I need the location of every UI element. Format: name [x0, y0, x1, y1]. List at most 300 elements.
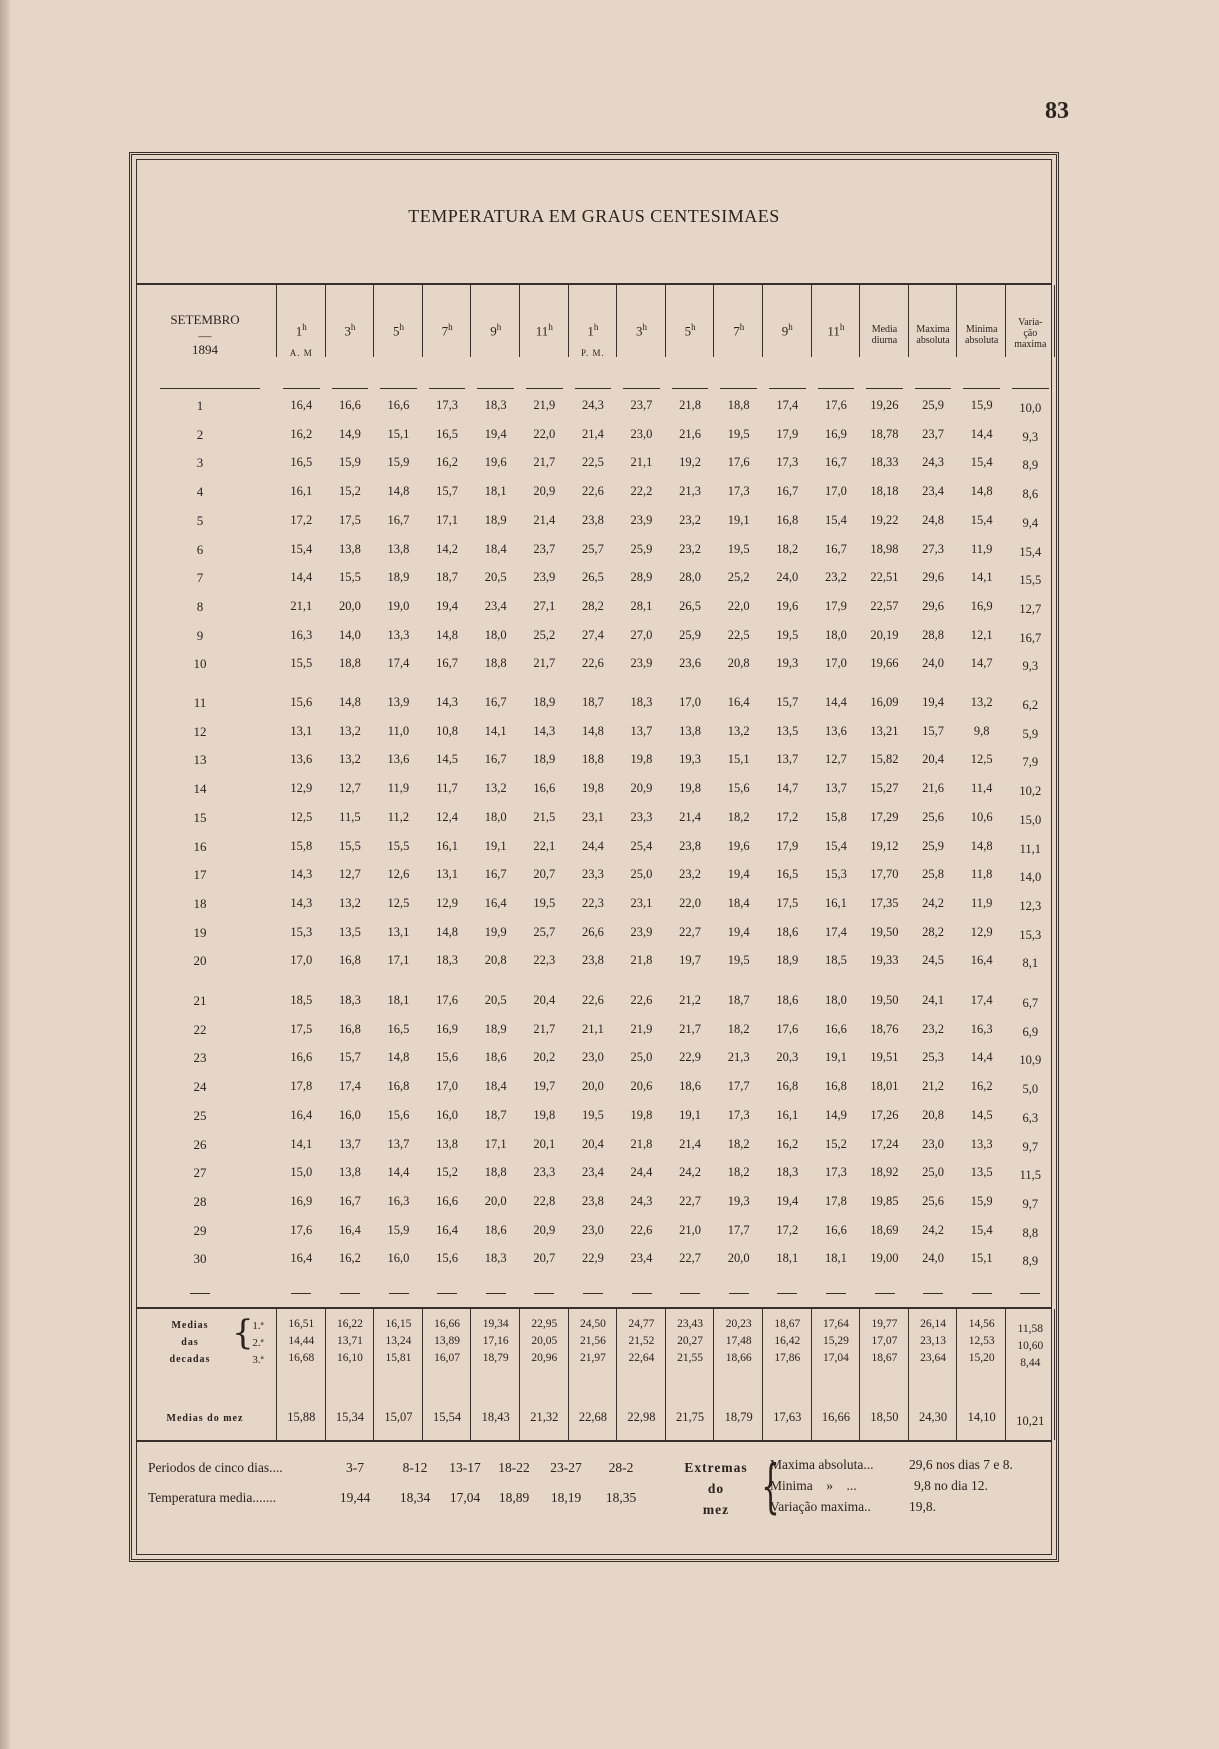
table-cell: 13,1: [436, 867, 459, 882]
table-cell: 15,4: [824, 838, 847, 853]
table-cell: 18,1: [776, 1251, 799, 1266]
table-cell: 19,4: [727, 867, 750, 882]
column-divider: [373, 285, 374, 357]
table-cell: 25,7: [533, 924, 556, 939]
hour-suffix: h: [691, 322, 696, 332]
table-cell: 18,6: [484, 1050, 507, 1065]
table-cell: 15,5: [290, 656, 313, 671]
table-cell: 23,1: [581, 809, 604, 824]
table-cell: 24,3: [630, 1193, 653, 1208]
table-cell: 19,8: [630, 1107, 653, 1122]
period-temperature: 18,34: [399, 1490, 431, 1505]
header-underline: [477, 388, 514, 389]
table-cell: 16,7: [824, 455, 847, 470]
hour-suffix: h: [496, 322, 502, 332]
table-cell: 25,9: [922, 398, 945, 412]
table-cell: 19,5: [727, 953, 750, 968]
table-cell: 21,7: [679, 1021, 702, 1036]
day-label: 20: [193, 953, 207, 969]
table-cell: 14,4: [970, 426, 993, 441]
table-cell: 22,0: [727, 598, 750, 613]
table-cell: 21,1: [290, 598, 313, 613]
table-cell: 15,9: [387, 1222, 410, 1237]
table-cell: 14,4: [970, 1050, 993, 1065]
table-cell: 23,9: [630, 924, 653, 939]
table-cell: 23,8: [581, 953, 604, 968]
table-cell: 15,9: [387, 455, 410, 470]
table-cell: 20,9: [533, 484, 556, 499]
table-cell: 16,6: [338, 398, 361, 412]
table-cell: 16,9: [970, 598, 993, 613]
table-cell: 21,3: [727, 1050, 750, 1065]
table-cell: 13,5: [776, 723, 799, 738]
month-mean-cell: 15,88: [287, 1410, 316, 1424]
table-cell: 9,4: [1022, 515, 1039, 530]
period-range: 28-2: [608, 1460, 634, 1475]
table-cell: 25,9: [630, 541, 653, 556]
table-cell: 17,3: [824, 1165, 847, 1180]
table-cell: 19,6: [776, 598, 799, 613]
table-cell: 18,6: [484, 1222, 507, 1237]
stat-header-4: Varia-: [1018, 317, 1043, 328]
decade-mean-cell: 17,07: [871, 1335, 898, 1347]
table-cell: 12,9: [970, 924, 993, 939]
table-cell: 17,0: [436, 1079, 459, 1094]
table-cell: 16,0: [436, 1107, 459, 1122]
table-cell: 27,4: [581, 627, 604, 642]
table-cell: 21,9: [533, 398, 556, 412]
table-cell: 16,1: [776, 1107, 799, 1122]
hour-suffix: h: [642, 322, 647, 332]
table-cell: 19,2: [679, 455, 702, 470]
table-cell: 18,9: [484, 512, 507, 527]
header-underline: [720, 388, 757, 389]
table-cell: 14,5: [436, 752, 459, 767]
table-cell: 17,0: [824, 656, 847, 671]
year-label: 1894: [192, 342, 218, 357]
period-range: 3-7: [346, 1460, 364, 1475]
table-cell: 24,2: [922, 1222, 945, 1237]
decade-marker: 2.ª: [252, 1337, 264, 1349]
day-label: 16: [193, 838, 207, 854]
table-cell: 17,0: [824, 484, 847, 499]
header-underline: [526, 388, 563, 389]
decade-mean-cell: 20,27: [677, 1335, 704, 1347]
table-cell: 16,8: [824, 1079, 847, 1094]
table-cell: 15,5: [387, 838, 410, 853]
table-cell: 21,0: [679, 1222, 702, 1237]
table-cell: 18,6: [776, 993, 799, 1007]
decade-brace: {: [232, 1313, 254, 1353]
table-cell: 25,6: [922, 1193, 945, 1208]
table-cell: 16,6: [824, 1021, 847, 1036]
decade-mean-cell: 23,43: [677, 1318, 704, 1330]
table-cell: 18,8: [338, 656, 361, 671]
table-cell: 22,9: [679, 1050, 702, 1065]
period-temperature: 17,04: [449, 1490, 481, 1505]
hour-period-label: A. M: [289, 348, 313, 358]
table-cell: 26,6: [581, 924, 604, 939]
table-cell: 21,5: [533, 809, 556, 824]
table-cell: 18,76: [870, 1021, 899, 1036]
decade-mean-cell: 18,67: [774, 1318, 801, 1330]
table-cell: 18,3: [436, 953, 459, 968]
extremes-label-1: Extremas: [684, 1460, 748, 1475]
table-cell: 13,1: [387, 924, 410, 939]
table-cell: 21,6: [679, 426, 702, 441]
decade-mean-cell: 17,04: [822, 1352, 849, 1364]
table-cell: 16,7: [484, 752, 507, 767]
hour-suffix: h: [302, 322, 307, 332]
table-cell: 15,4: [824, 512, 847, 527]
table-cell: 17,9: [776, 426, 799, 441]
table-cell: 17,2: [290, 512, 313, 527]
hour-header-8: 3$^h$: [635, 322, 647, 339]
table-cell: 15,4: [1019, 544, 1042, 559]
table-cell: 22,6: [630, 1222, 653, 1237]
table-cell: 15,8: [290, 838, 313, 853]
decade-mean-cell: 22,64: [628, 1352, 655, 1364]
row-dash: [1020, 1293, 1040, 1294]
table-cell: 15,4: [290, 541, 313, 556]
row-dash: [190, 1293, 210, 1294]
hour-suffix: h: [448, 322, 453, 332]
table-cell: 19,8: [679, 781, 702, 796]
table-cell: 22,3: [581, 895, 604, 910]
row-dash: [389, 1293, 409, 1294]
table-cell: 6,2: [1022, 698, 1039, 712]
table-cell: 14,3: [436, 695, 459, 709]
table-cell: 7,9: [1022, 755, 1039, 770]
table-cell: 18,2: [776, 541, 799, 556]
table-cell: 21,8: [679, 398, 702, 412]
table-cell: 19,9: [484, 924, 507, 939]
extreme-name: Minima » ...: [770, 1478, 857, 1493]
table-cell: 18,3: [630, 695, 653, 709]
table-cell: 12,9: [436, 895, 459, 910]
rule-above-means: [136, 1307, 1052, 1309]
table-cell: 9,7: [1022, 1196, 1039, 1211]
extreme-value: 19,8.: [909, 1499, 936, 1514]
table-cell: 16,7: [387, 512, 410, 527]
table-cell: 18,3: [484, 398, 507, 412]
table-cell: 29,6: [922, 570, 945, 585]
day-label: 1: [196, 398, 204, 413]
hour-header-7: 1$^h$: [587, 322, 599, 339]
table-cell: 17,6: [824, 398, 847, 412]
table-cell: 15,5: [338, 838, 361, 853]
table-cell: 23,0: [630, 426, 653, 441]
row-dash: [875, 1293, 895, 1294]
table-cell: 24,3: [922, 455, 945, 470]
table-cell: 11,9: [970, 895, 993, 910]
row-dash: [534, 1293, 554, 1294]
row-dash: [291, 1293, 311, 1294]
table-cell: 25,0: [630, 867, 653, 882]
table-cell: 19,7: [533, 1079, 556, 1094]
table-cell: 15,5: [1019, 573, 1042, 588]
table-cell: 17,2: [776, 809, 799, 824]
table-cell: 14,8: [970, 838, 993, 853]
table-cell: 14,7: [776, 781, 799, 796]
decade-mean-cell: 13,89: [434, 1335, 461, 1347]
table-cell: 16,8: [776, 512, 799, 527]
table-cell: 9,8: [973, 723, 990, 738]
table-cell: 13,3: [970, 1136, 993, 1151]
table-cell: 19,5: [727, 541, 750, 556]
table-cell: 23,9: [630, 512, 653, 527]
table-cell: 25,9: [679, 627, 702, 642]
day-label: 3: [196, 455, 204, 471]
table-cell: 12,6: [387, 867, 410, 882]
table-cell: 16,6: [387, 398, 410, 412]
decade-mean-cell: 16,10: [336, 1352, 363, 1364]
table-cell: 16,7: [436, 656, 459, 671]
decade-mean-cell: 17,86: [774, 1352, 801, 1364]
table-cell: 12,3: [1019, 898, 1042, 913]
table-cell: 19,22: [870, 512, 899, 527]
header-underline: [1012, 388, 1049, 389]
page-binding-edge: [0, 0, 10, 1749]
table-cell: 23,2: [922, 1021, 945, 1036]
table-cell: 14,0: [338, 627, 361, 642]
column-divider: [713, 285, 714, 357]
extreme-value: 29,6 nos dias 7 e 8.: [909, 1457, 1013, 1472]
table-cell: 18,5: [290, 993, 313, 1007]
table-cell: 8,8: [1022, 1225, 1039, 1240]
table-cell: 18,69: [870, 1222, 899, 1237]
month-means-label: Medias do mez: [166, 1413, 244, 1424]
table-cell: 22,6: [581, 656, 604, 671]
table-cell: 16,8: [387, 1079, 410, 1094]
decade-label-3: decadas: [169, 1354, 211, 1365]
table-cell: 18,4: [484, 541, 507, 556]
table-cell: 14,5: [970, 1107, 993, 1122]
table-cell: 24,0: [776, 570, 799, 585]
table-cell: 16,2: [776, 1136, 799, 1151]
table-cell: 18,01: [870, 1079, 899, 1094]
table-cell: 19,00: [870, 1251, 899, 1266]
decade-mean-cell: 16,66: [434, 1318, 461, 1330]
table-cell: 23,2: [824, 570, 847, 585]
table-cell: 17,8: [290, 1079, 313, 1094]
table-cell: 9,3: [1022, 429, 1039, 444]
table-cell: 19,3: [727, 1193, 750, 1208]
table-cell: 26,5: [581, 570, 604, 585]
table-cell: 14,8: [436, 924, 459, 939]
table-cell: 20,0: [338, 598, 361, 613]
hour-header-11: 9$^h$: [781, 322, 793, 339]
table-cell: 10,0: [1019, 401, 1042, 415]
table-cell: 19,5: [533, 895, 556, 910]
table-cell: 14,8: [338, 695, 361, 709]
table-cell: 21,3: [679, 484, 702, 499]
table-cell: 13,8: [387, 541, 410, 556]
table-cell: 18,8: [484, 656, 507, 671]
table-cell: 18,0: [824, 627, 847, 642]
period-temperature: 19,44: [339, 1490, 371, 1505]
period-range: 23-27: [550, 1460, 582, 1475]
row-dash: [777, 1293, 797, 1294]
table-cell: 18,9: [484, 1021, 507, 1036]
decade-mean-cell: 15,81: [385, 1352, 412, 1364]
column-divider: [568, 285, 569, 357]
stat-header-1: Media: [871, 324, 898, 335]
table-cell: 17,24: [870, 1136, 899, 1151]
table-cell: 23,6: [679, 656, 702, 671]
table-cell: 23,4: [484, 598, 507, 613]
table-cell: 14,9: [824, 1107, 847, 1122]
header-underline: [769, 388, 806, 389]
month-mean-cell: 15,34: [335, 1410, 364, 1424]
table-cell: 19,51: [870, 1050, 899, 1065]
month-mean-cell: 16,66: [821, 1410, 850, 1424]
table-cell: 16,7: [776, 484, 799, 499]
table-cell: 15,6: [436, 1050, 459, 1065]
table-cell: 12,9: [290, 781, 313, 796]
day-label: 24: [193, 1079, 207, 1095]
table-cell: 9,3: [1022, 659, 1039, 674]
table-cell: 22,2: [630, 484, 653, 499]
table-cell: 22,8: [533, 1193, 556, 1208]
column-divider: [956, 285, 957, 357]
table-cell: 17,26: [870, 1107, 899, 1122]
hour-header-3: 5$^h$: [392, 322, 404, 339]
table-cell: 24,0: [922, 1251, 945, 1266]
table-cell: 8,6: [1022, 487, 1039, 502]
decade-mean-cell: 17,16: [482, 1335, 509, 1347]
header-underline: [623, 388, 660, 389]
table-cell: 21,2: [679, 993, 702, 1007]
stat-header-1-line2: diurna: [871, 335, 898, 346]
table-cell: 6,9: [1022, 1024, 1039, 1039]
table-cell: 12,5: [970, 752, 993, 767]
decade-mean-cell: 20,96: [531, 1352, 558, 1364]
table-cell: 17,5: [338, 512, 361, 527]
hour-suffix: h: [788, 322, 793, 332]
table-cell: 23,0: [922, 1136, 945, 1151]
table-cell: 17,6: [436, 993, 459, 1007]
table-cell: 25,2: [727, 570, 750, 585]
table-cell: 12,7: [824, 752, 847, 767]
table-cell: 19,33: [870, 953, 899, 968]
table-cell: 20,8: [922, 1107, 945, 1122]
table-cell: 21,1: [581, 1021, 604, 1036]
table-cell: 19,6: [484, 455, 507, 470]
table-cell: 16,8: [776, 1079, 799, 1094]
table-cell: 20,0: [727, 1251, 750, 1266]
table-cell: 13,7: [630, 723, 653, 738]
table-cell: 24,1: [922, 993, 945, 1007]
month-mean-cell: 18,50: [870, 1410, 899, 1424]
row-dash: [340, 1293, 360, 1294]
table-cell: 28,2: [581, 598, 604, 613]
table-cell: 12,7: [338, 781, 361, 796]
table-cell: 16,4: [338, 1222, 361, 1237]
table-title: TEMPERATURA EM GRAUS CENTESIMAES: [408, 206, 780, 226]
table-cell: 13,2: [338, 752, 361, 767]
row-dash: [583, 1293, 603, 1294]
table-cell: 23,0: [581, 1222, 604, 1237]
table-cell: 23,2: [679, 512, 702, 527]
table-cell: 23,4: [581, 1165, 604, 1180]
header-underline: [380, 388, 417, 389]
table-cell: 27,1: [533, 598, 556, 613]
decade-mean-cell: 16,42: [774, 1335, 801, 1347]
table-cell: 15,4: [970, 512, 993, 527]
day-label: 29: [193, 1222, 207, 1238]
table-cell: 21,4: [679, 809, 702, 824]
table-cell: 21,2: [922, 1079, 945, 1094]
table-cell: 25,6: [922, 809, 945, 824]
table-cell: 13,1: [290, 723, 313, 738]
table-cell: 18,1: [484, 484, 507, 499]
row-dash: [486, 1293, 506, 1294]
table-cell: 14,8: [387, 484, 410, 499]
table-cell: 15,7: [776, 695, 799, 709]
table-cell: 15,3: [824, 867, 847, 882]
table-cell: 22,9: [581, 1251, 604, 1266]
decade-mean-cell: 21,52: [628, 1335, 655, 1347]
table-cell: 22,7: [679, 1251, 702, 1266]
table-cell: 24,5: [922, 953, 945, 968]
header-underline: [429, 388, 466, 389]
decade-mean-cell: 15,20: [968, 1352, 995, 1364]
table-cell: 16,9: [290, 1193, 313, 1208]
table-cell: 10,2: [1019, 784, 1042, 799]
decade-marker: 1.ª: [252, 1320, 264, 1332]
table-cell: 25,3: [922, 1050, 945, 1065]
column-divider: [470, 285, 471, 357]
table-cell: 22,5: [727, 627, 750, 642]
decade-mean-cell: 10,60: [1017, 1340, 1044, 1352]
table-cell: 6,7: [1022, 996, 1039, 1010]
table-cell: 11,5: [339, 809, 361, 824]
extremes-label-3: mez: [702, 1502, 730, 1517]
table-cell: 23,2: [679, 867, 702, 882]
decade-mean-cell: 20,05: [531, 1335, 558, 1347]
table-cell: 14,0: [1019, 870, 1042, 885]
decade-mean-cell: 17,48: [725, 1335, 752, 1347]
table-cell: 22,57: [870, 598, 899, 613]
hour-suffix: h: [593, 322, 599, 332]
table-cell: 16,4: [484, 895, 507, 910]
table-cell: 14,4: [387, 1165, 410, 1180]
table-cell: 19,12: [870, 838, 899, 853]
table-cell: 12,1: [970, 627, 993, 642]
table-cell: 15,0: [1019, 812, 1042, 827]
table-cell: 18,2: [727, 809, 750, 824]
table-cell: 12,7: [1019, 601, 1042, 616]
table-cell: 18,2: [727, 1021, 750, 1036]
table-cell: 15,6: [290, 695, 313, 709]
table-cell: 25,0: [922, 1165, 945, 1180]
table-cell: 19,4: [922, 695, 945, 709]
column-divider: [276, 285, 277, 357]
day-label: 23: [193, 1050, 207, 1066]
table-cell: 18,9: [533, 752, 556, 767]
table-cell: 23,7: [630, 398, 653, 412]
table-cell: 6,3: [1022, 1110, 1039, 1125]
day-label: 10: [193, 656, 207, 672]
table-cell: 19,3: [679, 752, 702, 767]
table-cell: 21,4: [581, 426, 604, 441]
table-cell: 16,6: [533, 781, 556, 796]
table-cell: 25,9: [922, 838, 945, 853]
day-label: 14: [193, 781, 207, 797]
decade-mean-cell: 21,97: [579, 1352, 606, 1364]
extreme-name: Maxima absoluta...: [770, 1457, 874, 1472]
